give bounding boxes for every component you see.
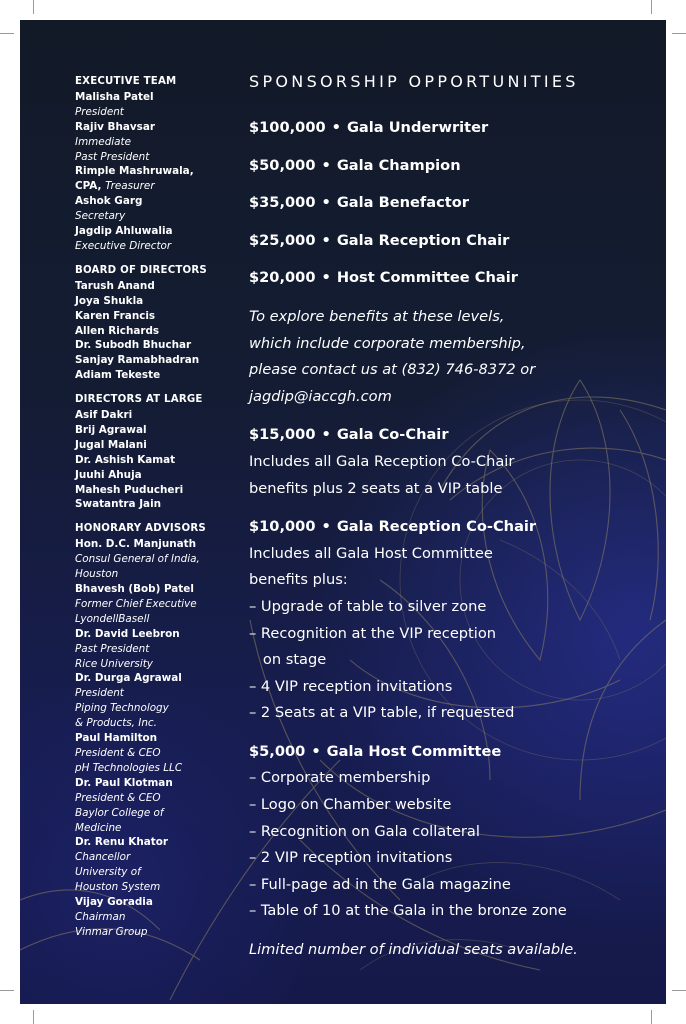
line-text: Allen Richards	[75, 324, 160, 337]
section-heading: BOARD OF DIRECTORS	[75, 264, 207, 276]
line-text: Tarush Anand	[75, 279, 155, 292]
tier-amount: $10,000	[249, 518, 316, 536]
benefit-line: – Corporate membership	[249, 769, 431, 787]
member-name	[75, 324, 225, 339]
benefit-line: – Table of 10 at the Gala in the bronze zone	[249, 902, 567, 920]
member-name	[75, 294, 225, 309]
member-title	[75, 925, 225, 940]
crop-mark	[651, 1010, 652, 1024]
benefit-line: – Logo on Chamber website	[249, 796, 452, 814]
member-name	[75, 483, 225, 498]
separator-dot: •	[331, 119, 341, 136]
tier-amount: $100,000	[249, 119, 326, 136]
tier-name: Gala Champion	[336, 156, 461, 174]
benefit-line: Includes all Gala Reception Co-Chair	[249, 452, 515, 470]
member-title	[75, 716, 225, 731]
contact-info	[249, 304, 649, 410]
line-text: President & CEO	[75, 791, 161, 804]
member-name	[75, 408, 225, 423]
separator-dot: •	[321, 426, 331, 444]
member-title	[75, 209, 225, 224]
member-name	[75, 194, 225, 209]
tier-amount: $15,000	[249, 426, 316, 444]
member-name	[75, 224, 225, 239]
line-text: President & CEO	[75, 746, 161, 759]
line-text: Dr. Ashish Kamat	[75, 453, 176, 466]
line-text: Dr. Durga Agrawal	[75, 672, 182, 685]
line-text: Houston	[75, 568, 119, 581]
crop-mark	[651, 0, 652, 14]
line-text: pH Technologies LLC	[75, 761, 183, 774]
tier-name: Gala Benefactor	[336, 194, 469, 212]
member-title	[75, 850, 225, 865]
member-title	[75, 105, 225, 120]
line-text: Jagdip Ahluwalia	[75, 225, 173, 238]
tier-amount: $25,000	[249, 231, 316, 249]
contact-line: To explore benefits at these levels,	[249, 307, 505, 325]
page-title: SPONSORSHIP OPPORTUNITIES	[249, 72, 579, 91]
member-title	[75, 552, 225, 567]
line-text: Karen Francis	[75, 309, 156, 322]
member-title: Treasurer	[105, 180, 155, 193]
line-text: Ashok Garg	[75, 195, 143, 208]
member-title	[75, 612, 225, 627]
line-text: Baylor College of	[75, 806, 164, 819]
sidebar-section	[75, 393, 225, 512]
section-heading: DIRECTORS AT LARGE	[75, 394, 203, 406]
tier-name: Host Committee Chair	[336, 269, 518, 287]
tier-amount: $50,000	[249, 156, 316, 174]
sponsorship-tier	[249, 118, 649, 156]
member-name	[75, 731, 225, 746]
member-title	[75, 880, 225, 895]
line-text: President	[75, 687, 124, 700]
separator-dot: •	[311, 742, 321, 760]
flyer-panel	[20, 20, 666, 1004]
member-name	[75, 438, 225, 453]
benefit-line: – 4 VIP reception invitations	[249, 677, 453, 695]
member-name	[75, 627, 225, 642]
tier-name: Gala Host Committee	[326, 742, 502, 760]
benefit-line: Includes all Gala Host Committee	[249, 544, 493, 562]
member-title	[75, 150, 225, 165]
contact-line: which include corporate membership,	[249, 334, 526, 352]
contact-line: please contact us at (832) 746-8372 or	[249, 361, 536, 379]
member-title	[75, 821, 225, 836]
detailed-tier	[249, 422, 649, 502]
sponsorship-tier	[249, 193, 649, 231]
line-text: Chairman	[75, 910, 126, 923]
line-text: President	[75, 105, 124, 118]
member-name	[75, 895, 225, 910]
member-name	[75, 423, 225, 438]
separator-dot: •	[321, 194, 331, 212]
member-name	[75, 671, 225, 686]
line-text: Dr. Renu Khator	[75, 836, 168, 849]
line-text: Juuhi Ahuja	[75, 468, 142, 481]
crop-mark	[0, 33, 14, 34]
line-text: Medicine	[75, 821, 122, 834]
member-name	[75, 468, 225, 483]
line-text: Sanjay Ramabhadran	[75, 354, 200, 367]
contact-line: jagdip@iaccgh.com	[249, 387, 392, 405]
line-text: Vinmar Group	[75, 925, 148, 938]
tier-list	[249, 118, 649, 306]
member-name	[75, 353, 225, 368]
member-name	[75, 453, 225, 468]
sponsorship-tier	[249, 156, 649, 194]
member-title	[75, 642, 225, 657]
tier-amount: $35,000	[249, 194, 316, 212]
line-text: & Products, Inc.	[75, 717, 157, 730]
member-title	[75, 761, 225, 776]
member-title	[75, 865, 225, 880]
benefit-line: – Full-page ad in the Gala magazine	[249, 875, 511, 893]
separator-dot: •	[321, 269, 331, 287]
tier-name: Gala Reception Chair	[336, 231, 510, 249]
line-text: Rice University	[75, 657, 153, 670]
member-name	[75, 497, 225, 512]
member-name	[75, 582, 225, 597]
line-text: Dr. Subodh Bhuchar	[75, 339, 192, 352]
sidebar	[75, 75, 225, 950]
separator-dot: •	[321, 156, 331, 174]
member-name	[75, 179, 225, 194]
member-name	[75, 835, 225, 850]
benefit-line: benefits plus 2 seats at a VIP table	[249, 479, 503, 497]
crop-mark	[0, 990, 14, 991]
tier-heading	[249, 514, 649, 541]
line-text: Paul Hamilton	[75, 732, 158, 745]
member-title	[75, 701, 225, 716]
line-text: Adiam Tekeste	[75, 369, 161, 382]
line-text: Joya Shukla	[75, 294, 144, 307]
member-name	[75, 120, 225, 135]
member-name	[75, 776, 225, 791]
line-text: Consul General of India,	[75, 553, 200, 566]
line-text: Dr. David Leebron	[75, 627, 180, 640]
detailed-tiers	[249, 422, 649, 925]
tier-amount: $5,000	[249, 742, 306, 760]
line-text: University of	[75, 866, 141, 879]
member-title	[75, 686, 225, 701]
tier-amount: $20,000	[249, 269, 316, 287]
sidebar-section	[75, 522, 225, 939]
tier-heading	[249, 739, 649, 766]
tier-name: Gala Underwriter	[346, 119, 489, 136]
line-text: Bhavesh (Bob) Patel	[75, 583, 194, 595]
line-text: Rimple Mashruwala,	[75, 165, 194, 178]
section-heading: HONORARY ADVISORS	[75, 523, 206, 535]
crop-mark	[672, 990, 686, 991]
member-name	[75, 338, 225, 353]
line-text: Secretary	[75, 210, 126, 223]
member-name	[75, 368, 225, 383]
benefit-line: – 2 VIP reception invitations	[249, 849, 453, 867]
footer-note: Limited number of individual seats available.	[249, 941, 578, 959]
separator-dot: •	[321, 518, 331, 536]
line-text: Past President	[75, 150, 150, 163]
crop-mark	[33, 0, 34, 14]
line-text: Chancellor	[75, 851, 131, 864]
member-title	[75, 806, 225, 821]
member-title	[75, 910, 225, 925]
member-name	[75, 164, 225, 179]
separator-dot: •	[321, 231, 331, 249]
line-text: Vijay Goradia	[75, 896, 153, 909]
line-text: Asif Dakri	[75, 409, 133, 422]
main-content	[249, 68, 649, 964]
line-text: Executive Director	[75, 239, 172, 252]
benefit-line: – 2 Seats at a VIP table, if requested	[249, 704, 515, 722]
member-title	[75, 791, 225, 806]
crop-mark	[33, 1010, 34, 1024]
detailed-tier	[249, 739, 649, 925]
member-name	[75, 279, 225, 294]
member-title	[75, 597, 225, 612]
sponsorship-tier	[249, 268, 649, 306]
member-name	[75, 537, 225, 552]
line-text: Hon. D.C. Manjunath	[75, 538, 197, 551]
line-text: Piping Technology	[75, 702, 169, 715]
benefit-line: – Recognition on Gala collateral	[249, 822, 480, 840]
line-text: LyondellBasell	[75, 612, 150, 625]
member-name	[75, 90, 225, 105]
sidebar-section	[75, 75, 225, 254]
benefit-line: on stage	[249, 651, 327, 669]
member-title	[75, 135, 225, 150]
member-name	[75, 309, 225, 324]
tier-name: Gala Co-Chair	[336, 426, 449, 444]
member-title	[75, 567, 225, 582]
benefit-line: benefits plus:	[249, 571, 348, 589]
member-title	[75, 239, 225, 254]
crop-mark	[672, 33, 686, 34]
line-text: Past President	[75, 642, 150, 655]
benefit-line: – Upgrade of table to silver zone	[249, 597, 487, 615]
sidebar-section	[75, 264, 225, 383]
tier-heading	[249, 422, 649, 449]
tier-name: Gala Reception Co-Chair	[336, 518, 537, 536]
line-text: Rajiv Bhavsar	[75, 120, 155, 133]
line-text: Mahesh Puducheri	[75, 483, 184, 496]
line-text: Swatantra Jain	[75, 498, 162, 511]
line-text: Houston System	[75, 881, 161, 894]
section-heading: EXECUTIVE TEAM	[75, 76, 177, 87]
line-text: Jugal Malani	[75, 438, 147, 451]
line-text: Malisha Patel	[75, 90, 154, 103]
line-text: Brij Agrawal	[75, 423, 147, 436]
sponsorship-tier	[249, 231, 649, 269]
line-text: Immediate	[75, 135, 132, 148]
member-title	[75, 746, 225, 761]
line-text: CPA,	[75, 180, 102, 193]
member-title	[75, 657, 225, 672]
benefit-line: – Recognition at the VIP reception	[249, 624, 497, 642]
detailed-tier	[249, 514, 649, 727]
line-text: Former Chief Executive	[75, 597, 197, 610]
line-text: Dr. Paul Klotman	[75, 776, 173, 789]
